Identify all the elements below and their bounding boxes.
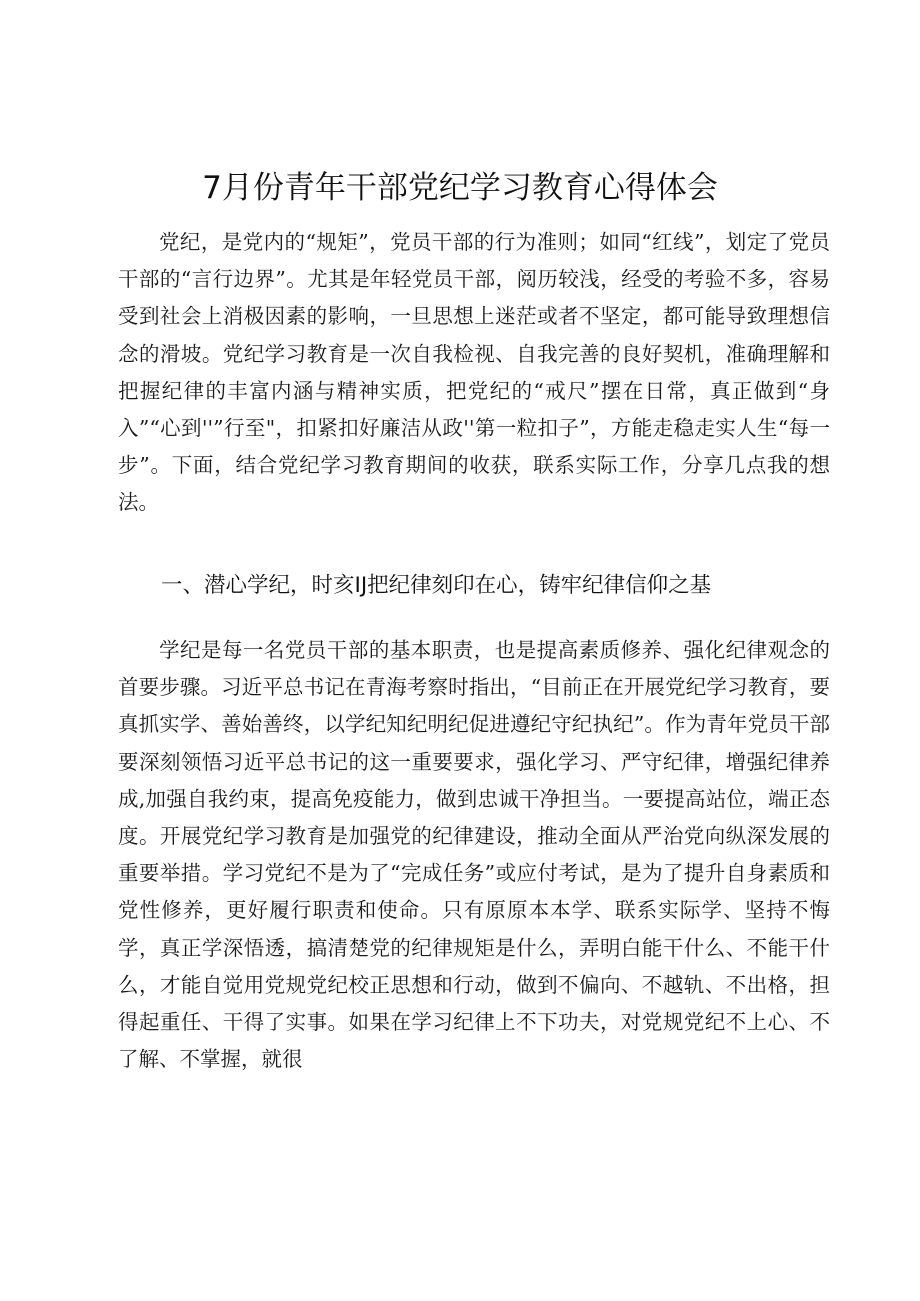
- section-heading-1: 一、潜心学纪，时亥IJ把纪律刻印在心，铸牢纪律信仰之基: [161, 573, 712, 598]
- section-1-paragraph: 学纪是每一名党员干部的基本职责，也是提高素质修养、强化纪律观念的首要步骤。习近平总书记在青海考察时指出，“目前正在开展党纪学习教育，要真抓实学、善始善终，以学纪知纪明纪促进遵纪守纪执纪”。作为青年党员干部要深刻领悟习近平总书记的这一重要要求，强化学习、严守纪律，增强纪律养成,加强自我约束，提高免疫能力，做到忠诚干净担当。一要提高站位，端正态度。开展党纪学习教育是加强党的纪律建设，推动全面从严治党向纵深发展的重要举措。学习党纪不是为了“完成任务”或应付考试，是为了提升自身素质和党性修养，更好履行职责和使命。只有原原本本学、联系实际学、坚持不悔学，真正学深悟透，搞清楚党的纪律规矩是什么，弄明白能干什么、不能干什么，才能自觉用党规党纪校正思想和行动，做到不偏向、不越轨、不出格，担得起重任、干得了实事。如果在学习纪律上不下功夫，对党规党纪不上心、不了解、不掌握，就很: [118, 638, 830, 1072]
- document-title: 7月份青年干部党纪学习教育心得体会: [202, 170, 718, 206]
- intro-paragraph: 党纪，是党内的“规矩”，党员干部的行为准则；如同“红线”，划定了党员干部的“言行边界”。尤其是年轻党员干部，阅历较浅，经受的考验不多，容易受到社会上消极因素的影响，一旦思想上迷茫或者不坚定，都可能导致理想信念的滑坡。党纪学习教育是一次自我检视、自我完善的良好契机，准确理解和把握纪律的丰富内涵与精神实质，把党纪的“戒尺”摆在日常，真正做到“身入”“心到''”行至"，扣紧扣好廉洁从政''第一粒扣子”，方能走稳走实人生“每一步”。下面，结合党纪学习教育期间的收获，联系实际工作，分享几点我的想法。: [118, 230, 830, 515]
- section-1-body: [118, 632, 830, 1078]
- intro-section: [118, 224, 830, 522]
